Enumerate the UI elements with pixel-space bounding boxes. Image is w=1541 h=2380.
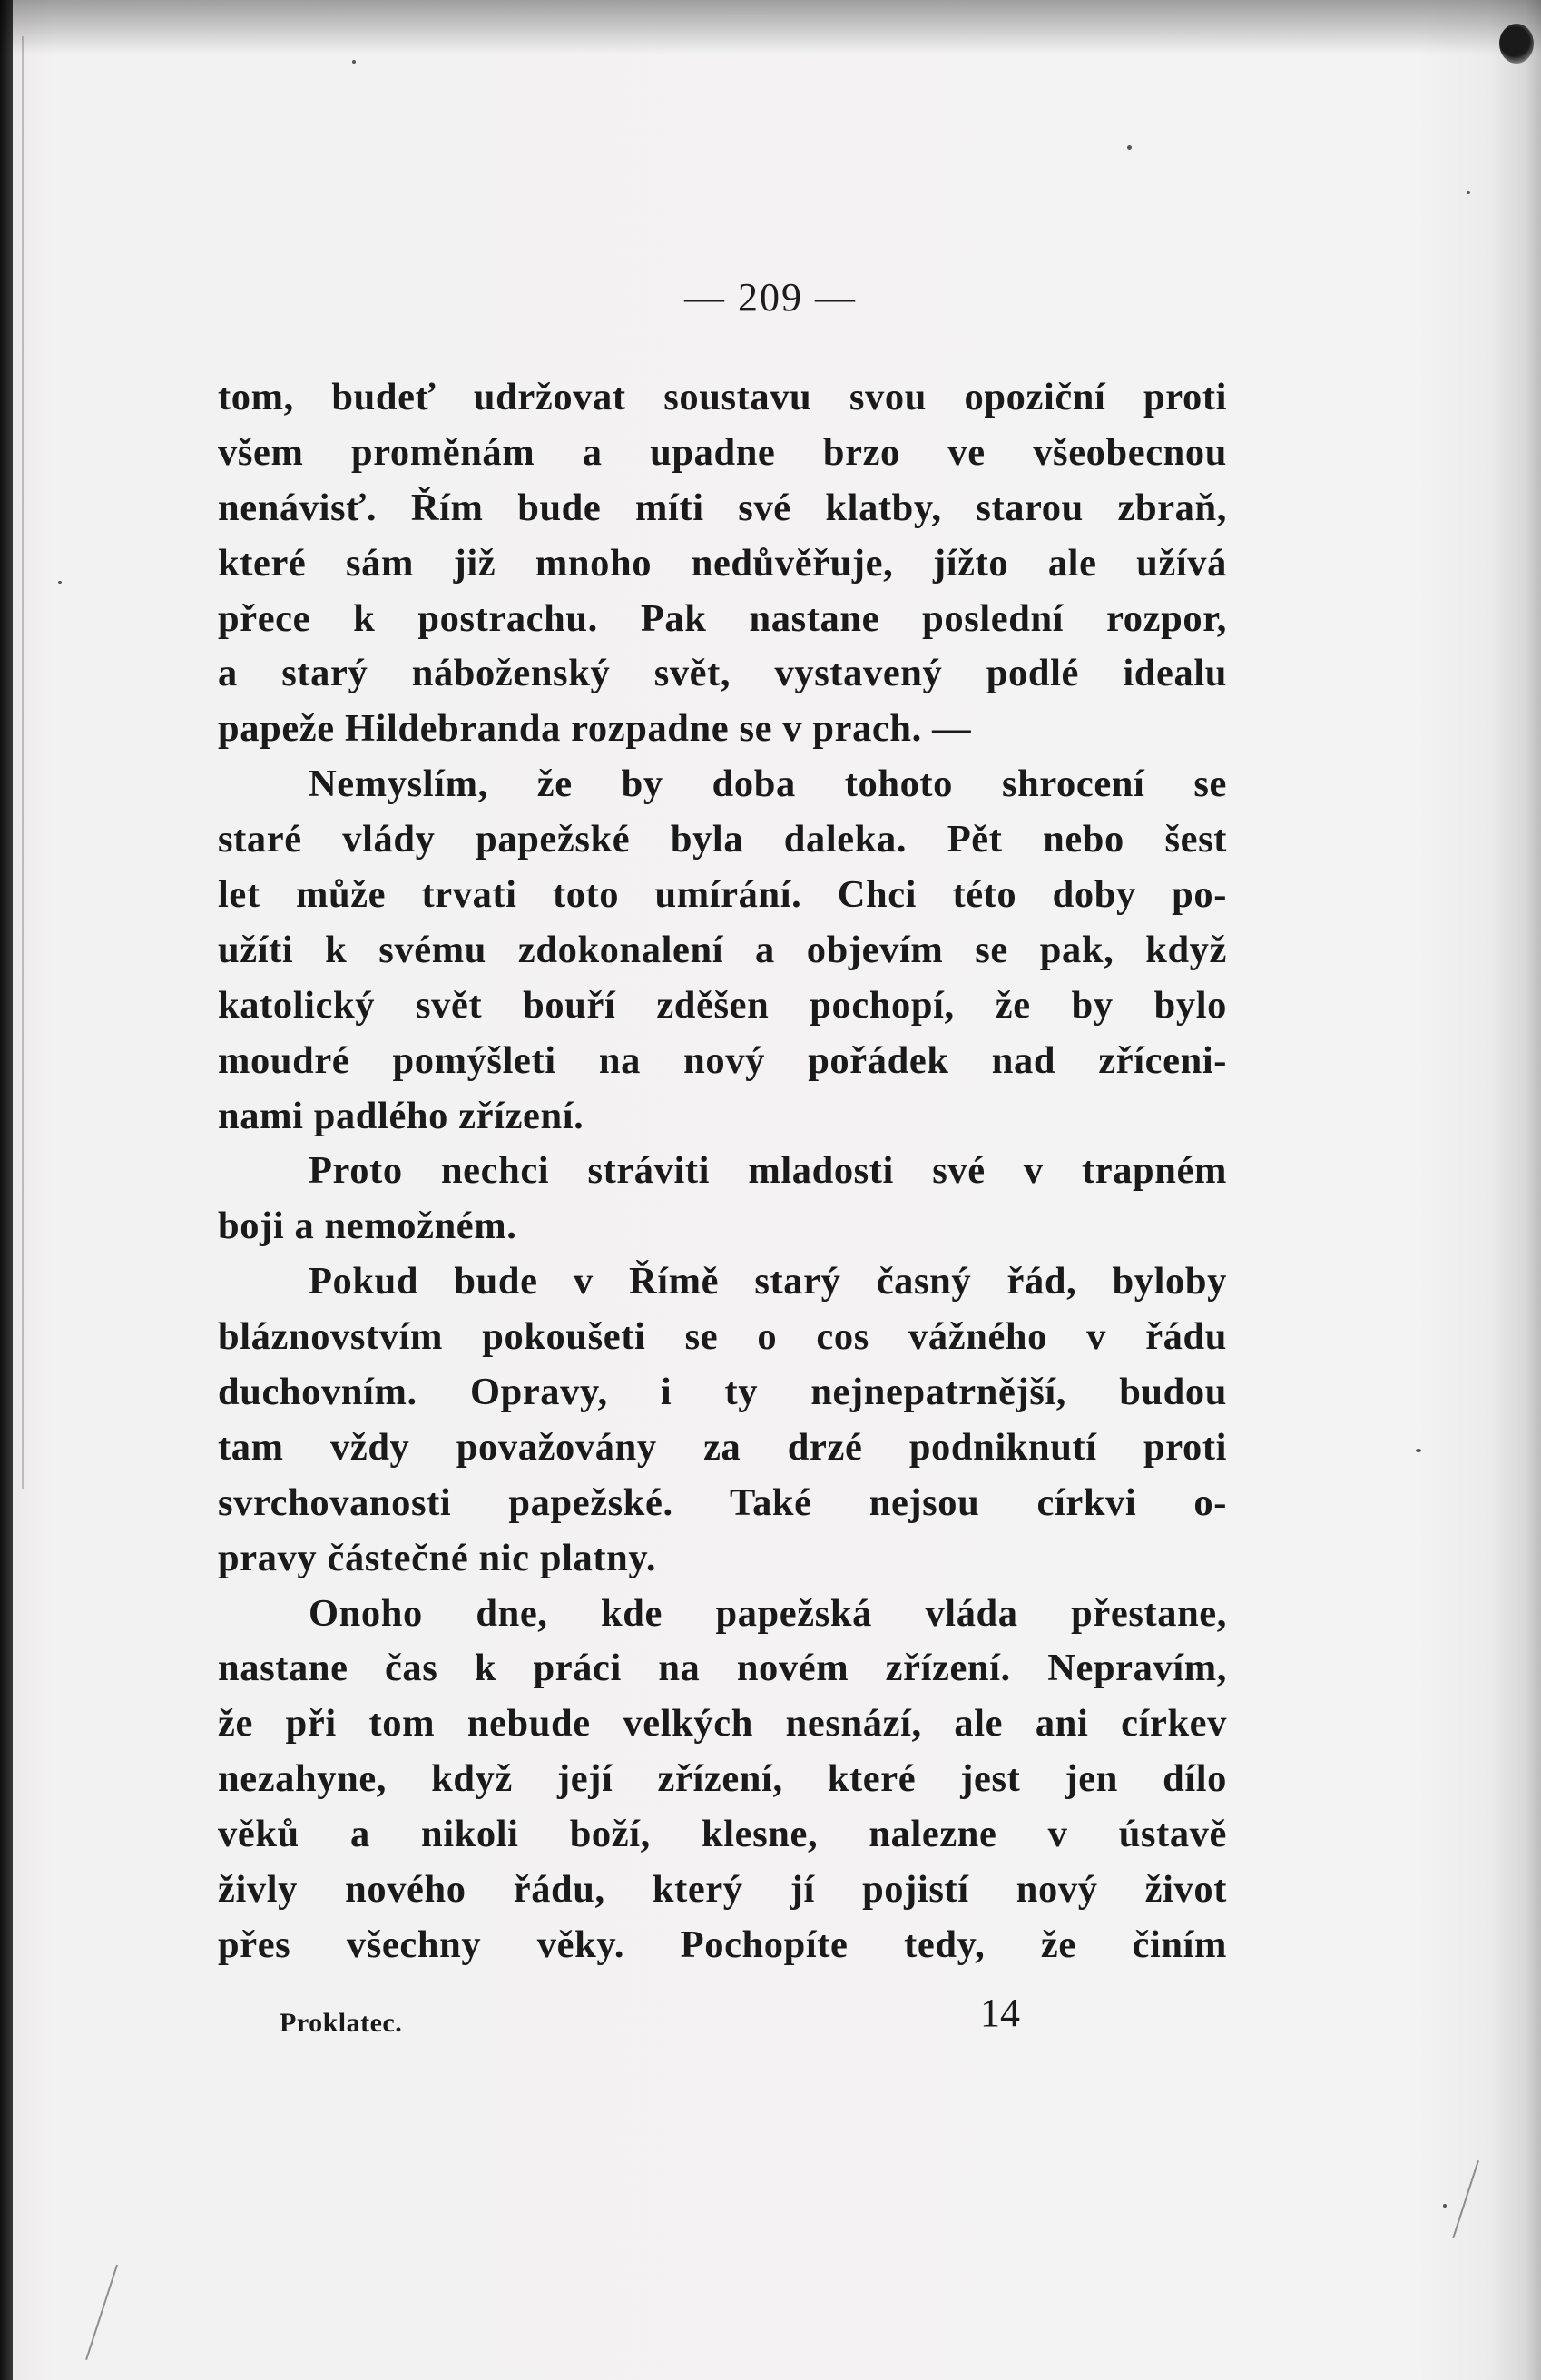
page-footer (280, 1990, 1187, 2044)
text-line: tam vždy považovány za drzé podniknutí proti (218, 1425, 1227, 1469)
text-line: nenávisť. Řím bude míti své klatby, starou zbraň, (218, 486, 1227, 529)
text-line: přece k postrachu. Pak nastane poslední rozpor, (218, 596, 1227, 640)
text-line: a starý náboženský svět, vystavený podlé idealu (218, 652, 1227, 695)
text-line: nastane čas k práci na novém zřízení. Nepravím, (218, 1647, 1227, 1690)
text-line: papeže Hildebranda rozpadne se v prach. — (218, 707, 972, 751)
text-line: let může trvati toto umírání. Chci této doby po- (218, 873, 1227, 917)
text-line: boji a nemožném. (218, 1205, 517, 1248)
text-line: Nemyslím, že by doba tohoto shrocení se (309, 762, 1227, 806)
speck (352, 60, 356, 64)
text-line: nami padlého zřízení. (218, 1094, 584, 1137)
text-line: Onoho dne, kde papežská vláda přestane, (309, 1591, 1227, 1635)
text-line: moudré pomýšleti na nový pořádek nad zříceni- (218, 1038, 1227, 1082)
text-line: bláznovstvím pokoušeti se o cos vážného v řádu (218, 1315, 1227, 1359)
text-line: katolický svět bouří zděšen pochopí, že by bylo (218, 983, 1227, 1027)
body-text (218, 370, 1227, 1973)
text-line: duchovním. Opravy, i ty nejnepatrnější, budou (218, 1371, 1227, 1414)
sheet-number: 14 (980, 1991, 1020, 2035)
text-line: Proto nechci stráviti mladosti své v trapném (309, 1149, 1227, 1193)
signature-mark: Proklatec. (280, 2008, 403, 2038)
page-number-header: — 209 — (684, 275, 857, 320)
text-line: nezahyne, když její zřízení, které jest jen dílo (218, 1757, 1227, 1801)
scratch-mark (85, 2265, 118, 2360)
text-line: věků a nikoli boží, klesne, nalezne v ústavě (218, 1813, 1227, 1856)
binding-edge-shadow (0, 0, 13, 2380)
top-edge-shadow (0, 0, 1541, 54)
text-line: živly nového řádu, který jí pojistí nový život (218, 1868, 1227, 1912)
text-line: všem proměnám a upadne brzo ve všeobecnou (218, 430, 1227, 474)
text-line: tom, budeť udržovat soustavu svou opoziční proti (218, 376, 1227, 418)
speck (1467, 191, 1470, 194)
text-line: že při tom nebude velkých nesnází, ale ani církev (218, 1702, 1227, 1746)
text-line: pravy částečné nic platny. (218, 1536, 657, 1579)
gutter-line (22, 36, 24, 1489)
speck (1127, 145, 1132, 150)
text-line: které sám již mnoho nedůvěřuje, jížto ale užívá (218, 541, 1227, 585)
text-line: staré vlády papežské byla daleka. Pět nebo šest (218, 818, 1227, 861)
text-line: Pokud bude v Římě starý časný řád, byloby (309, 1260, 1227, 1303)
text-line: užíti k svému zdokonalení a objevím se pak, když (218, 928, 1227, 971)
ink-blot (1499, 24, 1534, 64)
text-line: svrchovanosti papežské. Také nejsou církvi o- (218, 1480, 1227, 1524)
scratch-mark (1452, 2160, 1479, 2238)
speck (1443, 2204, 1447, 2208)
speck (58, 581, 62, 584)
text-line: přes všechny věky. Pochopíte tedy, že činím (218, 1923, 1227, 1966)
speck (1416, 1449, 1421, 1452)
